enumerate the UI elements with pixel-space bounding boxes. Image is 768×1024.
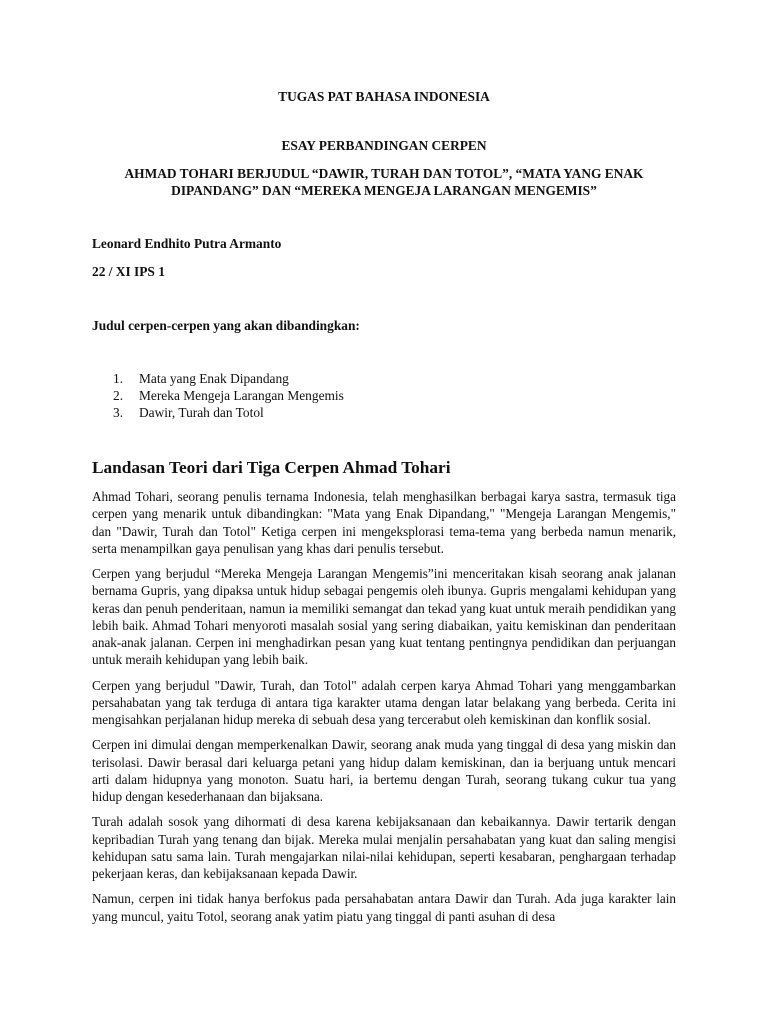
assignment-title: TUGAS PAT BAHASA INDONESIA <box>278 89 490 104</box>
list-item-label: Mata yang Enak Dipandang <box>139 371 289 386</box>
body-paragraph: Cerpen ini dimulai dengan memperkenalkan Dawir, seorang anak muda yang tinggal di desa yang miskin dan terisolasi. Dawir berasal dari keluarga petani yang hidup dalam kemiskinan, dan ia berjuang untuk mencari arti dalam hidupnya yang monoton. Suatu hari, ia bertemu dengan Turah, seorang tukang cukur tua yang hidup dengan kesederhanaan dan bijaksana. <box>92 737 676 805</box>
list-item <box>113 370 344 387</box>
essay-subtitle <box>90 165 678 199</box>
body-paragraph: Ahmad Tohari, seorang penulis ternama Indonesia, telah menghasilkan berbagai karya sastra, termasuk tiga cerpen yang menarik untuk dibandingkan: "Mata yang Enak Dipandang," "Mengeja Larangan Mengemis," dan "Dawir, Turah dan Totol" Ketiga cerpen ini mengeksplorasi tema-tema yang berbeda namun menarik, serta menampilkan gaya penulisan yang khas dari penulis tersebut. <box>92 489 676 556</box>
body-paragraph: Turah adalah sosok yang dihormati di desa karena kebijaksanaan dan kebaikannya. Dawir tertarik dengan kepribadian Turah yang tenang dan bijak. Mereka mulai menjalin persahabatan yang kuat dan saling mengisi kehidupan satu sama lain. Turah mengajarkan nilai-nilai kehidupan, seperti kesabaran, penghargaan terhadap pekerjaan keras, dan kebijaksanaan kepada Dawir. <box>92 814 676 882</box>
essay-subtitle-line-1: AHMAD TOHARI BERJUDUL “DAWIR, TURAH DAN TOTOL”, “MATA YANG ENAK <box>124 166 644 181</box>
list-item <box>113 404 344 421</box>
author-name: Leonard Endhito Putra Armanto <box>92 236 282 251</box>
list-item <box>113 387 344 404</box>
list-number: 1. <box>113 371 124 386</box>
body-paragraph: Cerpen yang berjudul “Mereka Mengeja Larangan Mengemis”ini menceritakan kisah seorang anak jalanan bernama Gupris, yang dipaksa untuk hidup sebagai pengemis oleh ibunya. Gupris mengalami kehidupan yang keras dan penuh penderitaan, namun ia memiliki semangat dan tekad yang kuat untuk meraih pendidikan yang lebih baik. Ahmad Tohari menyoroti masalah sosial yang sering diabaikan, yaitu kemiskinan dan penderitaan anak-anak jalanan. Cerpen ini menghadirkan pesan yang kuat tentang pentingnya pendidikan dan perjuangan untuk meraih kehidupan yang lebih baik. <box>92 565 676 668</box>
author-class: 22 / XI IPS 1 <box>92 264 165 279</box>
essay-subtitle-line-2: DIPANDANG” DAN “MEREKA MENGEJA LARANGAN MENGEMIS” <box>171 183 597 198</box>
list-number: 3. <box>113 405 124 421</box>
list-item-label: Mereka Mengeja Larangan Mengemis <box>139 388 344 404</box>
body-paragraph: Cerpen yang berjudul "Dawir, Turah, dan Totol" adalah cerpen karya Ahmad Tohari yang menggambarkan persahabatan yang tak terduga di antara tiga karakter utama dengan latar belakang yang berbeda. Cerita ini mengisahkan perjalanan hidup mereka di sebuah desa yang tercerabut oleh kemiskinan dan konflik sosial. <box>92 677 676 728</box>
list-number: 2. <box>113 388 124 404</box>
list-item-label: Dawir, Turah dan Totol <box>139 405 264 421</box>
comparison-heading: Judul cerpen-cerpen yang akan dibandingkan: <box>92 318 360 333</box>
essay-title: ESAY PERBANDINGAN CERPEN <box>281 138 487 153</box>
story-title-list <box>113 370 344 422</box>
section-heading: Landasan Teori dari Tiga Cerpen Ahmad Tohari <box>92 458 451 477</box>
section-body <box>92 488 676 933</box>
body-paragraph: Namun, cerpen ini tidak hanya berfokus pada persahabatan antara Dawir dan Turah. Ada juga karakter lain yang muncul, yaitu Totol, seorang anak yatim piatu yang tinggal di panti asuhan di desa <box>92 891 676 924</box>
